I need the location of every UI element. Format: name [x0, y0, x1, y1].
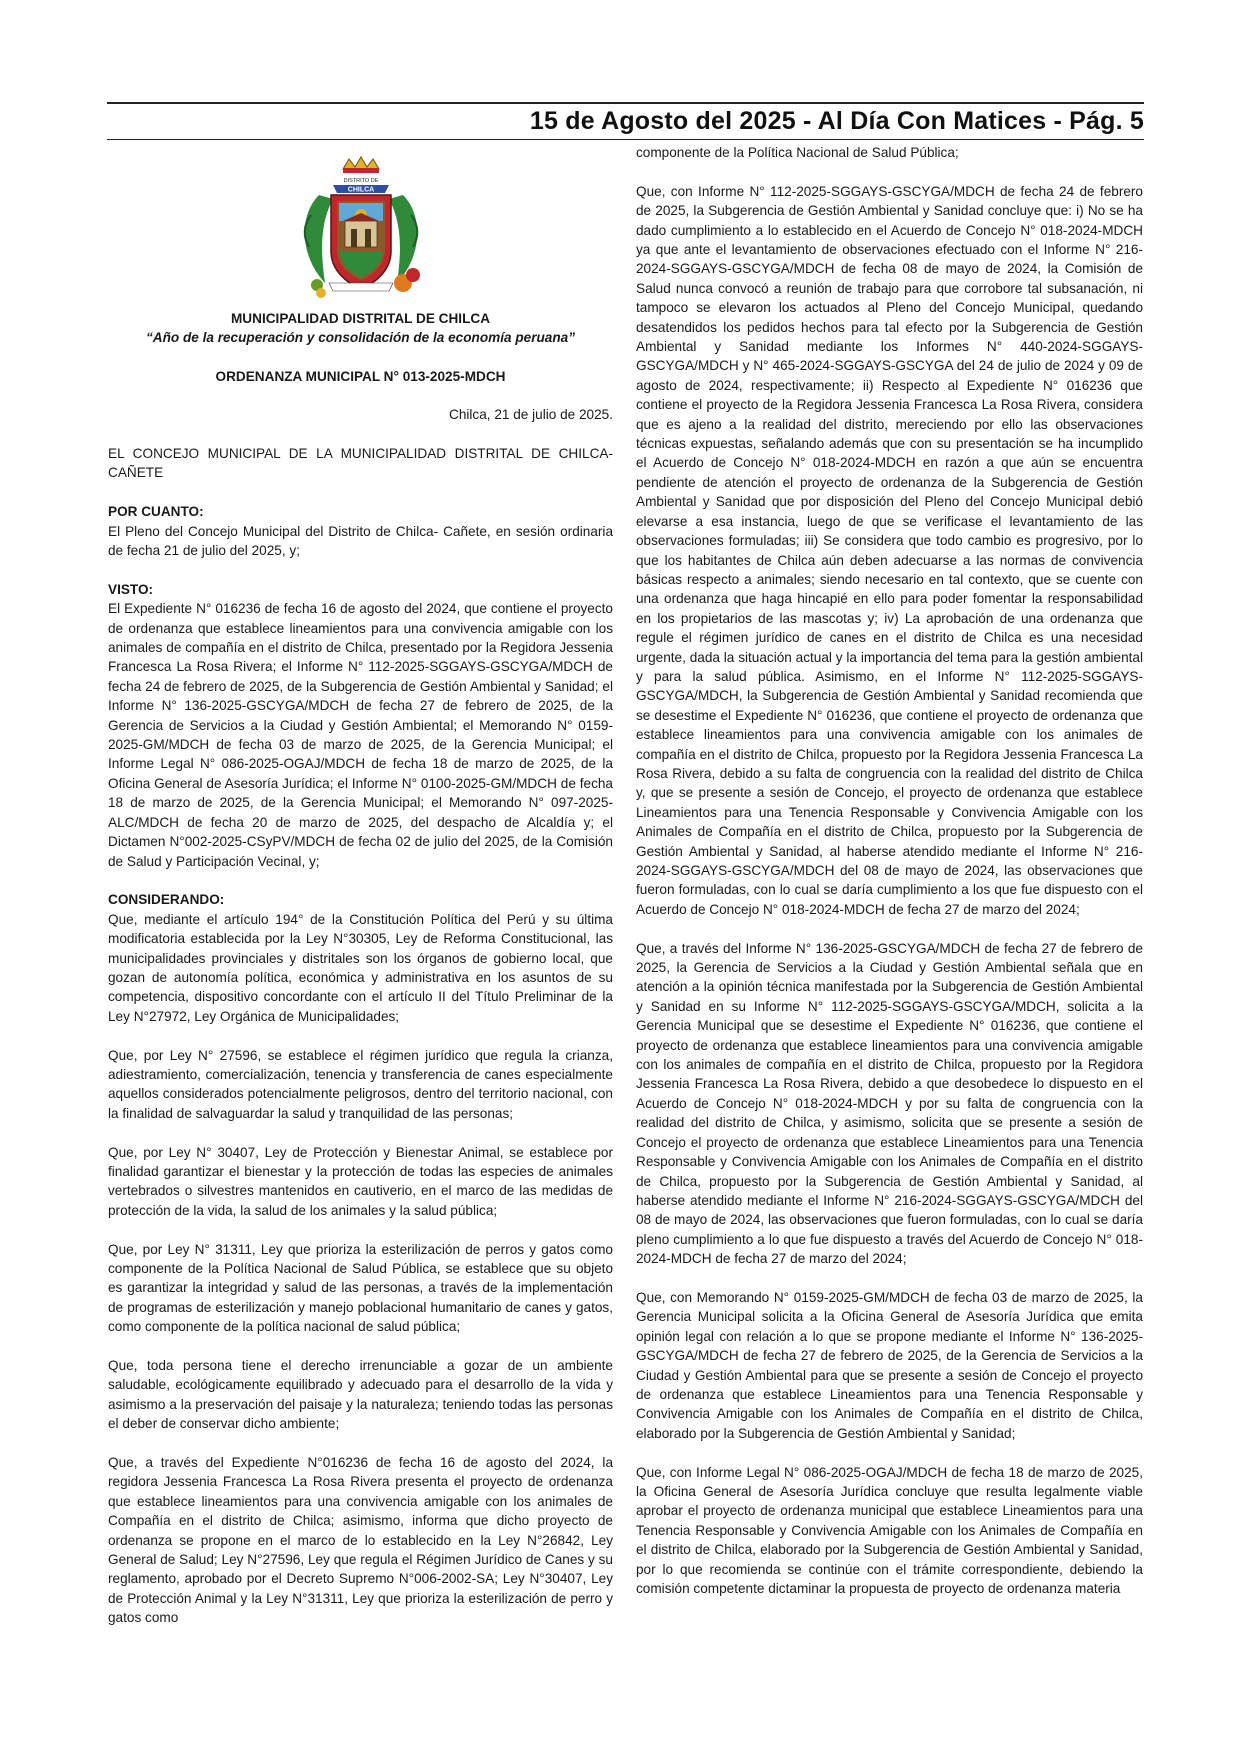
visto-heading: VISTO: [108, 581, 154, 597]
council-statement: EL CONCEJO MUNICIPAL DE LA MUNICIPALIDAD DISTRITAL DE CHILCA-CAÑETE [108, 446, 613, 481]
seal-top-text: DISTRITO DE [343, 178, 378, 184]
org-name: MUNICIPALIDAD DISTRITAL DE CHILCA [230, 311, 491, 326]
considerando-paragraph: Que, por Ley N° 27596, se establece el régimen jurídico que regula la crianza, adiestramiento, comercialización, tenencia y transferencia de canes especialmente aquellos considerados potencialmente peligrosos, dentro del territorio nacional, con la finalidad de salvaguardar la salud y tranquilidad de las personas; [108, 1047, 613, 1121]
municipal-seal-icon [281, 155, 441, 303]
place-date: Chilca, 21 de julio de 2025. [449, 407, 613, 423]
body-paragraph: Que, con Memorando N° 0159-2025-GM/MDCH de fecha 03 de marzo de 2025, la Gerencia Municipal solicita a la Oficina General de Asesoría Jurídica que emita opinión legal con relación a lo que se propone mediante el Informe N° 136-2025-GSCYGA/MDCH de fecha 27 de febrero de 2025, de la Gerencia de Servicios a la Ciudad y Gestión Ambiental para que se presente a sesión de Concejo el proyecto de ordenanza que establece Lineamientos para una Tenencia Responsable y Convivencia Amigable con los Animales de Compañía en el distrito de Chilca, elaborado por la Subgerencia de Gestión Ambiental y Sanidad; [636, 1289, 1143, 1441]
right-column [636, 143, 1143, 1598]
body-paragraph: Que, con Informe Legal N° 086-2025-OGAJ/MDCH de fecha 18 de marzo de 2025, la Oficina General de Asesoría Jurídica concluye que resulta legalmente viable aprobar el proyecto de ordenanza municipal que establece Lineamientos para una Tenencia Responsable y Convivencia Amigable con los Animales de Compañía en el distrito de Chilca, elaborado por la Subgerencia de Gestión Ambiental y Sanidad, por lo que recomienda se continúe con el trámite correspondiente, debiendo la comisión competente dictaminar la propuesta de proyecto de ordenanza materia [636, 1464, 1143, 1596]
considerando-paragraph: Que, mediante el artículo 194° de la Constitución Política del Perú y su última modificatoria establecida por la Ley N°30305, Ley de Reforma Constitucional, las municipalidades provinciales y distritales son los órganos de gobierno local, que gozan de autonomía política, económica y administrativa en los asuntos de su competencia, dispositivo concordante con el artículo II del Título Preliminar de la Ley N°27972, Ley Orgánica de Municipalidades; [108, 911, 613, 1024]
considerando-heading: CONSIDERANDO: [108, 892, 225, 908]
considerando-paragraph: Que, a través del Expediente N°016236 de fecha 16 de agosto del 2024, la regidora Jessenia Francesca La Rosa Rivera presenta el proyecto de ordenanza que establece lineamientos para una convivencia amigable con los animales de Compañía en el distrito de Chilca; asimismo, informa que dicho proyecto de ordenanza se propone en el marco de lo establecido en la Ley N°26842, Ley General de Salud; Ley N°27596, Ley que regula el Régimen Jurídico de Canes y su reglamento, aprobado por el Decreto Supremo N°006-2002-SA; Ley N°30407, Ley de Protección Animal y la Ley N°31311, Ley que prioriza la esterilización de perro y gatos como [108, 1455, 613, 1626]
body-paragraph: Que, a través del Informe N° 136-2025-GSCYGA/MDCH de fecha 27 de febrero de 2025, la Gerencia de Servicios a la Ciudad y Gestión Ambiental señala que en atención a la opinión técnica manifestada por la Subgerencia de Gestión Ambiental y Sanidad en su Informe N° 112-2025-SGGAYS-GSCYGA/MDCH, solicita a la Gerencia Municipal que se desestime el Expediente N° 016236, que contiene el proyecto de ordenanza que establece lineamientos para una convivencia amigable con los animales de compañía en el distrito de Chilca, propuesto por la Regidora Jessenia Francesca La Rosa Rivera, debido a que desobedece lo dispuesto en el Acuerdo de Concejo N° 018-2024-MDCH y por su falta de congruencia con la realidad del distrito de Chilca, y asimismo, solicita que se presente a sesión de Concejo el proyecto de ordenanza que establece Lineamientos para una Tenencia Responsable y Convivencia Amigable con los Animales de Compañía en el distrito de Chilca, propuesto por la Subgerencia de Gestión Ambiental y Sanidad, al haberse atendido mediante el Informe N° 216-2024-SGGAYS-GSCYGA/MDCH del 08 de mayo de 2024, las observaciones que fueron formuladas, con lo cual se daría pleno cumplimiento a lo que fue dispuesto a través del Acuerdo de Concejo N° 018-2024-MDCH de fecha 27 de marzo del 2024; [636, 940, 1143, 1267]
considerando-paragraph: Que, por Ley N° 30407, Ley de Protección y Bienestar Animal, se establece por finalidad garantizar el bienestar y la protección de todas las especies de animales vertebrados o silvestres mantenidos en cautiverio, en el marco de las medidas de protección de la vida, la salud de los animales y la salud pública; [108, 1144, 613, 1218]
year-motto: “Año de la recuperación y consolidación de la economía peruana” [145, 330, 576, 346]
header-top-rule [107, 102, 1144, 104]
por-cuanto-heading: POR CUANTO: [108, 504, 204, 520]
header-bottom-rule [107, 139, 1144, 140]
page-header-title: 15 de Agosto del 2025 - Al Día Con Matices - Pág. 5 [529, 107, 1144, 135]
considerando-paragraph: Que, toda persona tiene el derecho irrenunciable a gozar de un ambiente saludable, ecológicamente equilibrado y adecuado para el desarrollo de la vida y asimismo a la preservación del paisaje y la naturaleza; teniendo todas las personas el deber de conservar dicho ambiente; [108, 1358, 613, 1432]
seal-banner-text: CHILCA [347, 186, 374, 194]
continuation-line: componente de la Política Nacional de Salud Pública; [636, 145, 959, 160]
ordinance-title: ORDENANZA MUNICIPAL N° 013-2025-MDCH [215, 368, 506, 384]
left-column [108, 155, 613, 1628]
visto-text: El Expediente N° 016236 de fecha 16 de agosto del 2024, que contiene el proyecto de ordenanza que establece lineamientos para una convivencia amigable con los animales de compañía en el distrito de Chilca, presentado por la Regidora Jessenia Francesca La Rosa Rivera; el Informe N° 112-2025-SGGAYS-GSCYGA/MDCH de fecha 24 de febrero de 2025, de la Subgerencia de Gestión Ambiental y Sanidad; el Informe N° 136-2025-GSCYGA/MDCH de fecha 27 de febrero de 2025, de la Gerencia de Servicios a la Ciudad y Gestión Ambiental; el Memorando N° 0159-2025-GM/MDCH de fecha 03 de marzo de 2025, de la Gerencia Municipal; el Informe Legal N° 086-2025-OGAJ/MDCH de fecha 18 de marzo de 2025, de la Oficina General de Asesoría Jurídica; el Informe N° 0100-2025-GM/MDCH de fecha 18 de marzo de 2025, de la Gerencia Municipal; el Memorando N° 097-2025-ALC/MDCH de fecha 20 de marzo de 2025, del despacho de Alcaldía y; el Dictamen N°002-2025-CSyPV/MDCH de fecha 02 de julio del 2025, de la Comisión de Salud y Participación Vecinal, y; [108, 601, 613, 869]
por-cuanto-text: El Pleno del Concejo Municipal del Distrito de Chilca- Cañete, en sesión ordinaria de fecha 21 de julio del 2025, y; [108, 523, 613, 559]
body-paragraph: Que, con Informe N° 112-2025-SGGAYS-GSCYGA/MDCH de fecha 24 de febrero de 2025, la Subgerencia de Gestión Ambiental y Sanidad concluye que: i) No se ha dado cumplimiento a lo establecido en el Acuerdo de Concejo N° 018-2024-MDCH ya que ante el levantamiento de observaciones efectuado con el Informe N° 216-2024-SGGAYS-GSCYGA/MDCH de fecha 08 de mayo de 2024, la Comisión de Salud nunca convocó a reunión de trabajo para que corrobore tal subsanación, ni tampoco se elevaron los actuados al Pleno del Concejo Municipal, quedando desatendidos los pedidos hechos para tal efecto por la Subgerencia de Gestión Ambiental y Sanidad mediante los Informes N° 440-2024-SGGAYS-GSCYGA/MDCH y N° 465-2024-SGGAYS-GSCYGA del 24 de julio de 2024 y 09 de agosto de 2024, respectivamente; ii) Respecto al Expediente N° 016236 que contiene el proyecto de la Regidora Jessenia Francesca La Rosa Rivera, considera que es ajeno a la realidad del distrito, mereciendo por ello las observaciones técnicas expuestas, señalando además que con su presentación se ha incumplido el Acuerdo de Concejo N° 018-2024-MDCH en razón a que aún se encuentra pendiente de atención el proyecto de ordenanza de la Subgerencia de Gestión Ambiental y Sanidad que por disposición del Pleno del Concejo Municipal debió elevarse a esa instancia, luego de que se verificase el levantamiento de las observaciones formuladas; iii) Se considera que todo cambio es progresivo, por lo que los habitantes de Chilca aún deben adecuarse a las normas de convivencia básicas respecto a animales; siendo necesario en tal contexto, que se cuente con una ordenanza que haga hincapié en ello para poder fomentar la responsabilidad en los propietarios de las mascotas y; iv) La aprobación de una ordenanza que regule el régimen jurídico de canes en el distrito de Chilca es una necesidad urgente, dada la situación actual y la importancia del tema para la gestión ambiental y para la salud pública. Asimismo, en el Informe N° 112-2025-SGGAYS-GSCYGA/MDCH, la Subgerencia de Gestión Ambiental y Sanidad recomienda que se desestime el Expediente N° 016236, que contiene el proyecto de ordenanza que establece lineamientos para una convivencia amigable con los animales de compañía en el distrito de Chilca, propuesto por la Regidora Jessenia Francesca La Rosa Rivera, debido a su falta de congruencia con la realidad del distrito de Chilca y, que se presente a sesión de Concejo, el proyecto de ordenanza que establece Lineamientos para una Tenencia Responsable y Convivencia Amigable con los Animales de Compañía en el distrito de Chilca, propuesto por la Subgerencia de Gestión Ambiental y Sanidad, al haberse atendido mediante el Informe N° 216-2024-SGGAYS-GSCYGA/MDCH del 08 de mayo de 2024, las observaciones que fueron formuladas, con lo cual se daría cumplimiento a los que fue dispuesto con el Acuerdo de Concejo N° 018-2024-MDCH de fecha 27 de marzo del 2024; [636, 183, 1143, 917]
considerando-paragraph: Que, por Ley N° 31311, Ley que prioriza la esterilización de perros y gatos como componente de la Política Nacional de Salud Pública, se establece que su objeto es garantizar la integridad y salud de las personas, a través de la implementación de programas de esterilización y manejo poblacional humanitario de canes y gatos, como componente de la política nacional de salud pública; [108, 1241, 613, 1335]
